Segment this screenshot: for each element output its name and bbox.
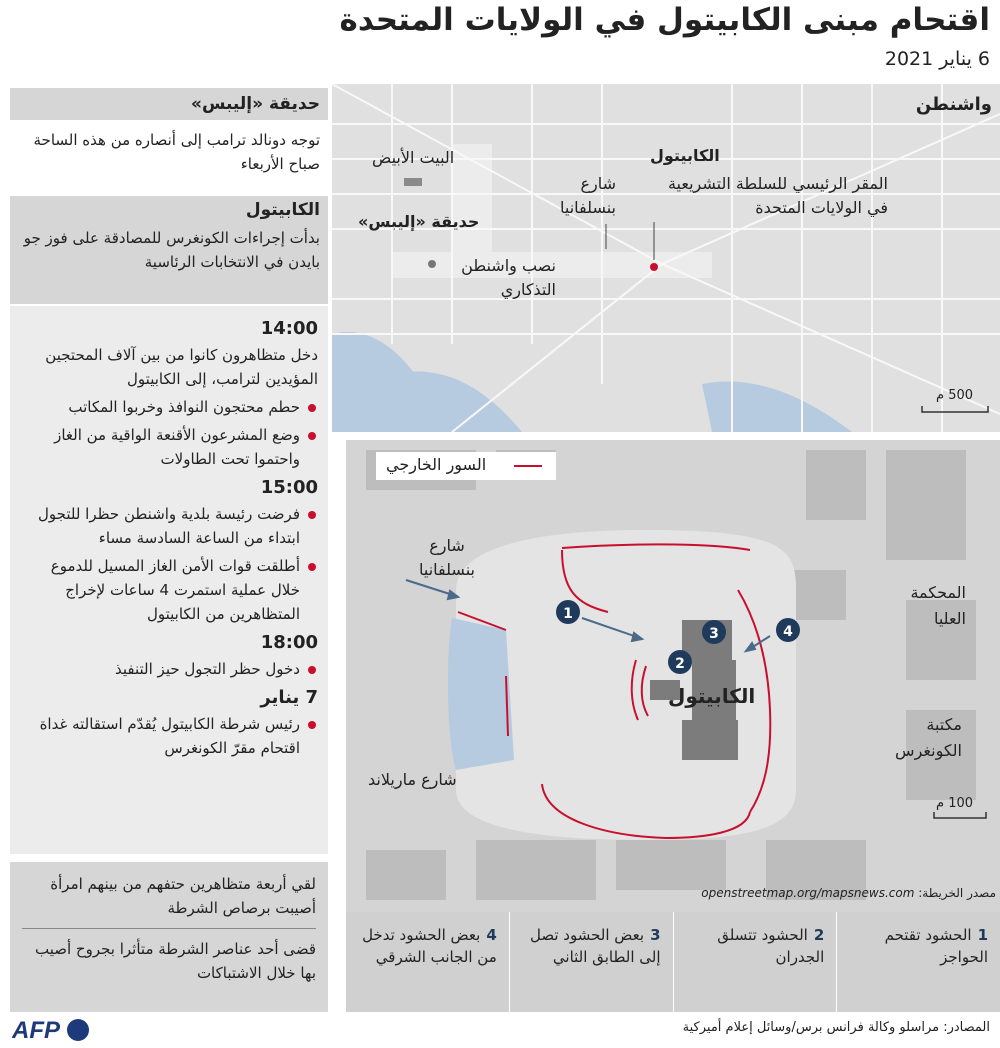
step-number: 1 [977, 926, 988, 944]
pennsylvania-label: شارع بنسلفانيا [560, 174, 616, 217]
sources-line: المصادر: مراسلو وكالة فرانس برس/وسائل إعلام أميركية [682, 1020, 990, 1035]
elips-title: حديقة «إليبس» [10, 88, 328, 120]
capitol-description: المقر الرئيسي للسلطة التشريعية في الولايات المتحدة [667, 174, 888, 217]
casualty-text: لقي أربعة متظاهرين حتفهم من بينهم امرأة أصيبت برصاص الشرطة [50, 875, 316, 917]
capitol-detail-map [346, 440, 1000, 912]
maryland-label: شارع ماريلاند [368, 770, 457, 789]
afp-logo-text: AFP [12, 1017, 60, 1044]
marker-3-number: 3 [709, 626, 719, 642]
capitol-detail-graphic [346, 440, 1000, 912]
timeline-time: 15:00 [260, 477, 318, 498]
reflecting-pool [448, 618, 514, 770]
timeline-time: 14:00 [260, 318, 318, 339]
timeline-item-text: حطم محتجون النوافذ وخربوا المكاتب [68, 398, 300, 416]
white-house-label: البيت الأبيض [372, 148, 455, 167]
library-label: مكتبة الكونغرس [895, 715, 962, 760]
capitol-text: بدأت إجراءات الكونغرس للمصادقة على فوز جو بايدن في الانتخابات الرئاسية [23, 229, 320, 271]
timeline-item [18, 657, 318, 681]
bullet-icon [308, 432, 316, 440]
page-title: اقتحام مبنى الكابيتول في الولايات المتحدة [339, 2, 990, 38]
legend-label: السور الخارجي [386, 455, 487, 474]
page-date: 6 يناير 2021 [884, 48, 990, 70]
step-2 [673, 912, 837, 1012]
timeline-item [18, 343, 318, 391]
step-text: بعض الحشود تصل إلى الطابق الثاني [529, 926, 661, 966]
overview-map [332, 84, 1000, 432]
capitol-label: الكابيتول [668, 684, 756, 708]
bullet-icon [308, 563, 316, 571]
pennsylvania-label: شارع بنسلفانيا [419, 536, 475, 579]
step-text: بعض الحشود تدخل من الجانب الشرقي [362, 926, 497, 966]
marker-2 [668, 650, 692, 674]
timeline-item-text: دخول حظر التجول حيز التنفيذ [115, 660, 300, 678]
marker-4-number: 4 [783, 624, 793, 640]
step-text: الحشود تتسلق الجدران [717, 926, 825, 966]
supreme-court-label: المحكمة العليا [910, 583, 966, 628]
map-source-url: openstreetmap.org/mapsnews.com [701, 886, 915, 900]
afp-logo-graphic [12, 1016, 92, 1044]
bullet-icon [308, 404, 316, 412]
marker-1 [556, 600, 580, 624]
timeline-time: 18:00 [260, 632, 318, 653]
capitol-dot [650, 263, 658, 271]
scale-label: 100 م [936, 796, 974, 811]
timeline-item-text: وضع المشرعون الأقنعة الواقية من الغاز واحتموا تحت الطاولات [54, 426, 300, 468]
timeline-item [18, 395, 318, 419]
casualties-box [10, 862, 328, 1012]
timeline-item [18, 423, 318, 471]
step-number: 4 [486, 926, 497, 944]
afp-logo [12, 1016, 92, 1048]
elips-text: توجه دونالد ترامب إلى أنصاره من هذه الساحة صباح الأربعاء [33, 131, 320, 173]
timeline-item [18, 502, 318, 550]
step-4 [346, 912, 509, 1012]
step-number: 3 [650, 926, 661, 944]
marker-2-number: 2 [675, 656, 685, 672]
casualty-text: قضى أحد عناصر الشرطة متأثرا بجروح أصيب بها خلال الاشتباكات [34, 940, 316, 982]
capitol-title: الكابيتول [245, 200, 320, 220]
timeline [10, 306, 328, 854]
marker-3 [702, 620, 726, 644]
divider [22, 928, 316, 929]
bullet-icon [308, 666, 316, 674]
scale-label: 500 م [936, 388, 974, 403]
overview-map-graphic [332, 84, 1000, 432]
elips-label: حديقة «إليبس» [358, 212, 480, 231]
marker-1-number: 1 [563, 606, 573, 622]
city-label: واشنطن [915, 94, 992, 115]
bullet-icon [308, 511, 316, 519]
white-house-building [404, 178, 422, 186]
timeline-item [18, 712, 318, 760]
timeline-item-text: فرضت رئيسة بلدية واشنطن حظرا للتجول ابتداء من الساعة السادسة مساء [38, 505, 300, 547]
monument-label: نصب واشنطن التذكاري [461, 256, 556, 299]
capitol-label: الكابيتول [650, 146, 720, 165]
timeline-time: 7 يناير [260, 687, 318, 708]
step-number: 2 [813, 926, 825, 944]
elips-info-box [10, 88, 328, 192]
timeline-item-text: رئيس شرطة الكابيتول يُقدّم استقالته غداة اقتحام مقرّ الكونغرس [39, 715, 300, 757]
marker-4 [776, 618, 800, 642]
afp-logo-dot [67, 1019, 89, 1041]
bullet-icon [308, 721, 316, 729]
timeline-item [18, 554, 318, 626]
capitol-info-box [10, 196, 328, 304]
step-1 [836, 912, 1000, 1012]
map-source [701, 886, 996, 900]
timeline-item-text: دخل متظاهرون كانوا من بين آلاف المحتجين المؤيدين لترامب، إلى الكابيتول [45, 346, 318, 388]
steps-legend [346, 912, 1000, 1012]
step-text: الحشود تقتحم الحواجز [884, 926, 988, 966]
monument-dot [428, 260, 436, 268]
timeline-item-text: أطلقت قوات الأمن الغاز المسيل للدموع خلال عملية استمرت 4 ساعات لإخراج المتظاهرين من الكابيتول [50, 557, 300, 623]
step-3 [509, 912, 673, 1012]
map-source-label: مصدر الخريطة: [918, 886, 996, 900]
